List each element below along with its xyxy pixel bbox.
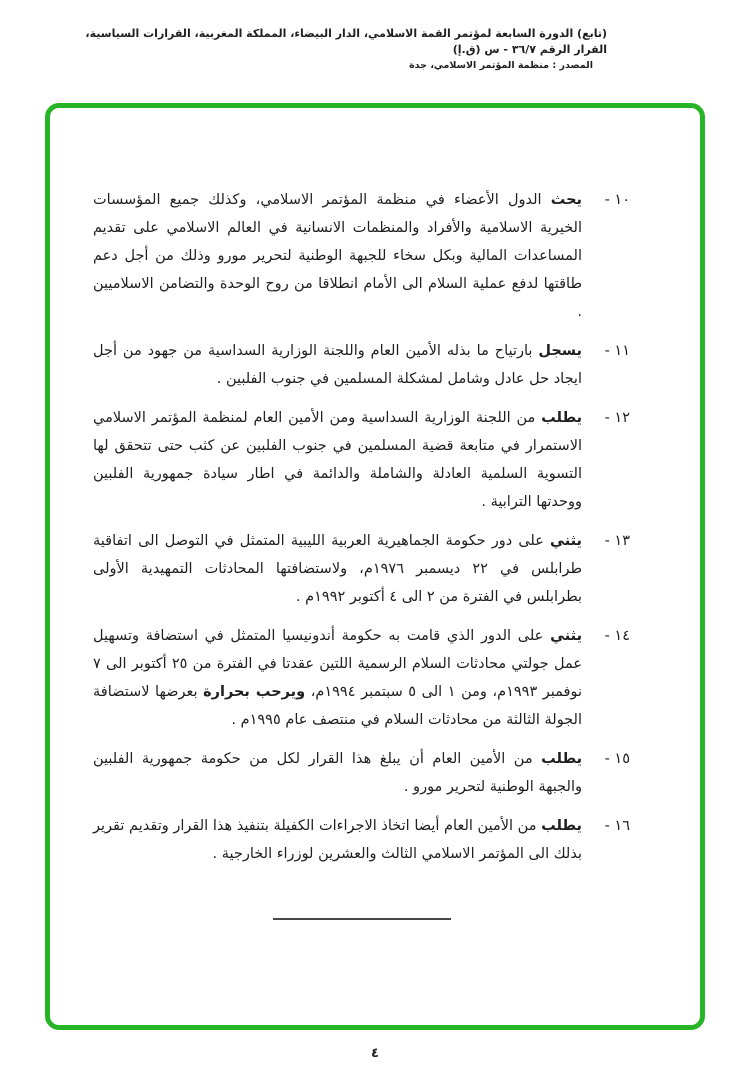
resolution-clause-10 bbox=[93, 186, 630, 326]
resolution-clause-11 bbox=[93, 337, 630, 393]
clause-body-text: الدول الأعضاء في منظمة المؤتمر الاسلامي، وكذلك جميع المؤسسات الخيرية الاسلامية والأفراد والمنظمات الانسانية في العالم الاسلامي على تقديم المساعدات المالية وبكل سخاء للجبهة الوطنية لتحرير مورو وذلك من أجل دعم طاقتها لدفع عملية السلام الى الأمام انطلاقا من روح الوحدة والتضامن الاسلاميين . bbox=[93, 192, 582, 320]
page-number: ٤ bbox=[371, 1046, 379, 1061]
clause-body-text: على دور حكومة الجماهيرية العربية الليبية المتمثل في التوصل الى اتفاقية طرابلس في ٢٢ ديسمبر ١٩٧٦م، ولاستضافتها المحادثات التمهيدية الأولى بطرابلس في الفترة من ٢ الى ٤ أكتوبر ١٩٩٢م . bbox=[93, 533, 583, 605]
header-publisher-line: المصدر : منظمة المؤتمر الاسلامي، جدة bbox=[409, 60, 593, 71]
clause-text bbox=[93, 186, 582, 326]
clause-number: ١٠ - bbox=[604, 192, 630, 208]
document-header bbox=[55, 26, 607, 73]
clause-body-text: من الأمين العام أن يبلغ هذا القرار لكل من حكومة جمهورية الفلبين والجبهة الوطنية لتحرير مورو . bbox=[93, 751, 582, 795]
resolution-clause-16 bbox=[93, 812, 630, 868]
clause-number: ١٢ - bbox=[604, 410, 630, 426]
clause-body-text-2: بعرضها لاستضافة الجولة الثالثة من محادثات السلام في منتصف عام ١٩٩٥م . bbox=[93, 684, 582, 728]
clause-body-text: من الأمين العام أيضا اتخاذ الاجراءات الكفيلة بتنفيذ هذا القرار وتقديم تقرير بذلك الى المؤتمر الاسلامي الثالث والعشرين لوزراء الخارجية . bbox=[93, 818, 582, 862]
clause-number: ١١ - bbox=[604, 343, 630, 359]
clause-lead-verb: يطلب bbox=[541, 818, 582, 834]
clause-text bbox=[93, 622, 582, 734]
resolution-clause-13 bbox=[93, 527, 630, 611]
resolution-clause-15 bbox=[93, 745, 630, 801]
clause-number: ١٤ - bbox=[604, 628, 630, 644]
clause-body-text: على الدور الذي قامت به حكومة أندونيسيا المتمثل في استضافة وتسهيل عمل جولتي محادثات السلام الرسمية اللتين عقدتا في الفترة من ٢٥ أكتوبر الى ٧ نوفمبر ١٩٩٣م، ومن ١ الى ٥ سبتمبر ١٩٩٤م، bbox=[93, 628, 583, 700]
clause-text bbox=[93, 812, 582, 868]
resolution-body bbox=[50, 108, 700, 950]
clause-lead-verb: يثني bbox=[550, 533, 582, 549]
resolution-clause-12 bbox=[93, 404, 630, 516]
clause-text bbox=[93, 337, 582, 393]
clause-number: ١٥ - bbox=[604, 751, 630, 767]
clause-text bbox=[93, 745, 582, 801]
clause-emphasis-text: ويرحب بحرارة bbox=[203, 684, 306, 700]
clause-body-text: بارتياح ما بذله الأمين العام واللجنة الوزارية السداسية من جهود من أجل ايجاد حل عادل وشامل لمشكلة المسلمين في جنوب الفلبين . bbox=[93, 343, 582, 387]
green-border-frame bbox=[45, 103, 705, 1030]
clause-lead-verb: يثني bbox=[550, 628, 583, 644]
clause-number: ١٦ - bbox=[604, 818, 630, 834]
clause-lead-verb: يسجل bbox=[538, 343, 582, 359]
clause-text bbox=[93, 527, 582, 611]
clause-lead-verb: يحث bbox=[550, 192, 582, 208]
end-of-text-rule bbox=[273, 918, 451, 920]
clause-body-text: من اللجنة الوزارية السداسية ومن الأمين العام لمنظمة المؤتمر الاسلامي الاستمرار في متابعة قضية المسلمين في جنوب الفلبين عن كثب حتى تتحقق لها التسوية السلمية العادلة والشاملة والدائمة في اطار سيادة جمهورية الفلبين ووحدتها الترابية . bbox=[93, 410, 582, 510]
clause-lead-verb: يطلب bbox=[541, 410, 583, 426]
clause-text bbox=[93, 404, 582, 516]
header-source-line: (تابع) الدورة السابعة لمؤتمر القمة الاسلامي، الدار البيضاء، المملكة المغربية، القرارات السياسية، القرار الرقم ٣٦/٧ - س (ق.إ) bbox=[85, 27, 607, 56]
resolution-clause-14 bbox=[93, 622, 630, 734]
document-page bbox=[0, 26, 750, 1090]
clause-lead-verb: يطلب bbox=[541, 751, 583, 767]
clause-number: ١٣ - bbox=[604, 533, 630, 549]
